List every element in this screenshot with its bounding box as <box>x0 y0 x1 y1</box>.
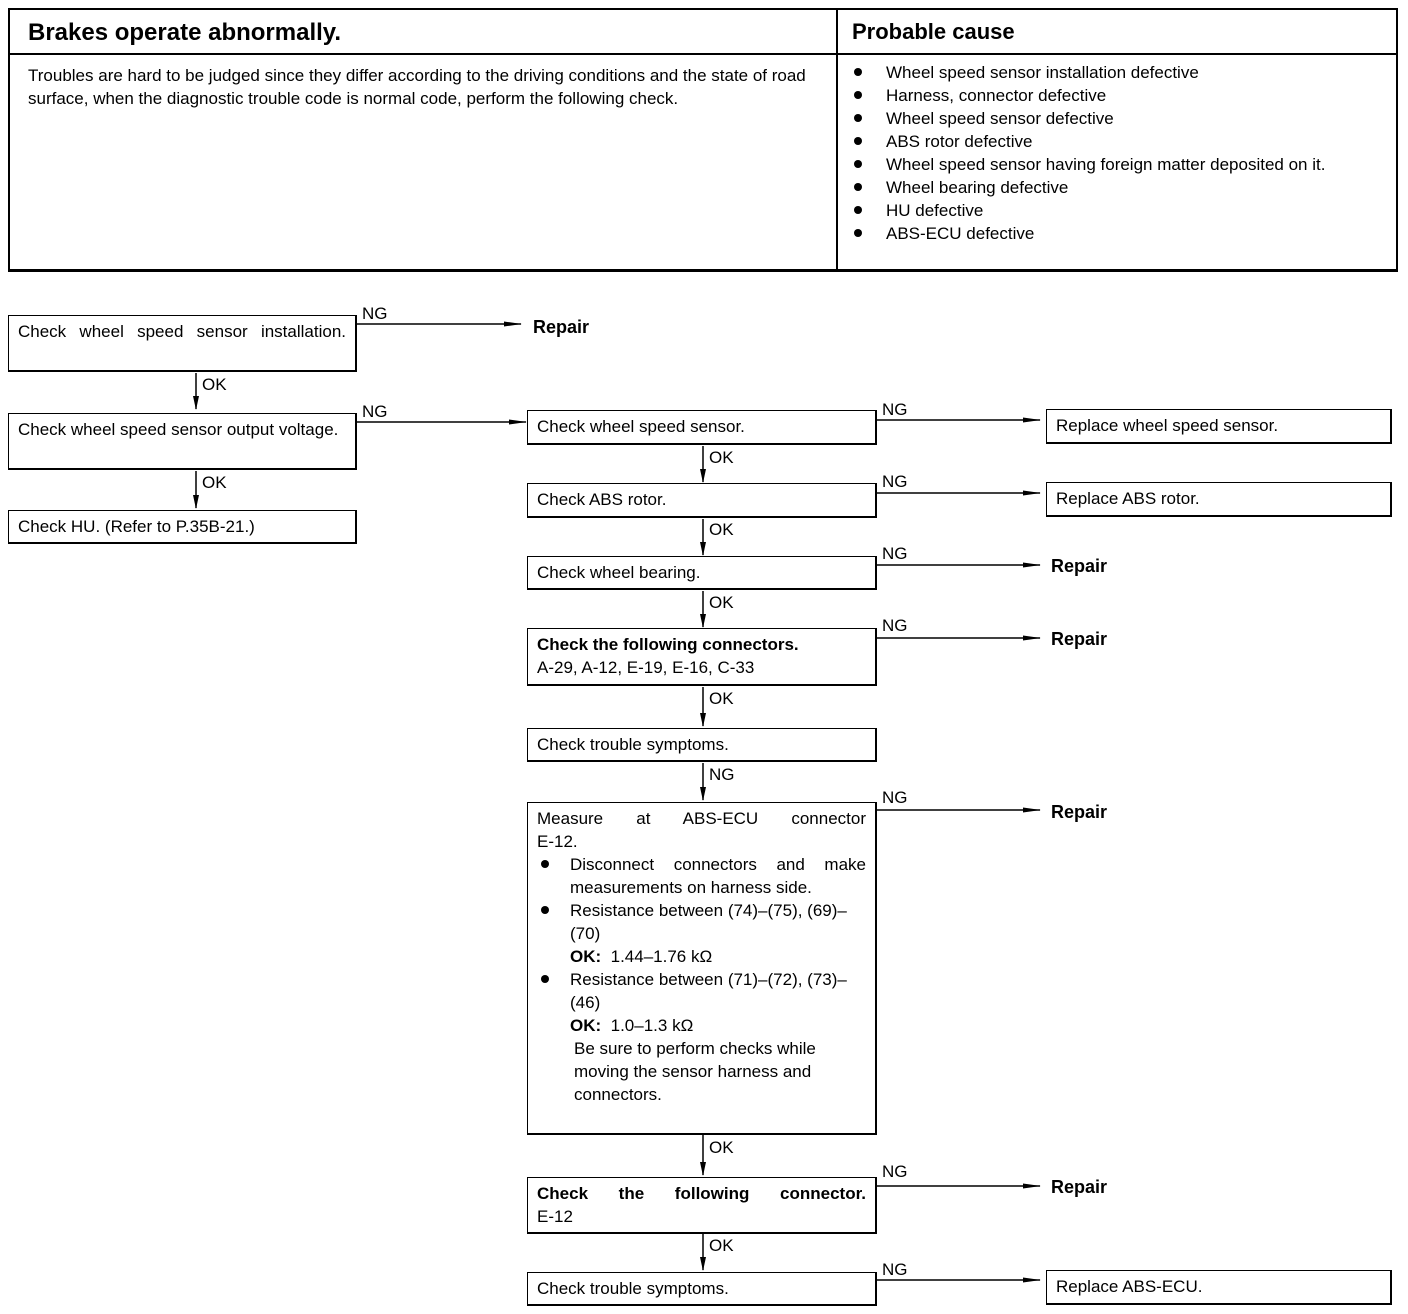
ok-spec: OK: 1.0–1.3 kΩ <box>570 1016 694 1035</box>
connectors-title: Check the following connectors. <box>537 635 799 654</box>
ng-label: NG <box>882 788 908 807</box>
ok-label: OK <box>709 593 734 612</box>
measure-step-text: Disconnect connectors and make measurements on harness side. <box>570 855 866 897</box>
cause-item: ABS-ECU defective <box>850 222 1395 245</box>
trouble-description: Troubles are hard to be judged since they differ according to the driving conditions and the state of road surface, when the diagnostic trouble code is normal code, perform the following check. <box>28 66 806 108</box>
ok-label: OK <box>202 375 227 394</box>
check-connectors-box <box>527 628 877 686</box>
repair-result: Repair <box>1051 556 1108 576</box>
bullet-icon <box>541 975 549 983</box>
measure-connector: E-12. <box>537 832 578 851</box>
cause-item: HU defective <box>850 199 1395 222</box>
ng-label: NG <box>882 544 908 563</box>
ng-label: NG <box>882 616 908 635</box>
ok-label: OK <box>202 473 227 492</box>
trouble-title: Brakes operate abnormally. <box>28 19 342 46</box>
bullet-icon <box>541 906 549 914</box>
cause-item: Wheel speed sensor installation defective <box>850 61 1395 84</box>
measure-step <box>537 853 866 899</box>
ok-label: OK <box>709 689 734 708</box>
measure-box <box>527 802 877 1135</box>
measure-title: Measure at ABS-ECU connector <box>537 809 866 828</box>
connector-title: Check the following connector. <box>537 1184 866 1203</box>
check-symptoms-box: Check trouble symptoms. <box>527 728 877 762</box>
check-symptoms-box: Check trouble symptoms. <box>527 1272 877 1306</box>
ok-spec: OK: 1.44–1.76 kΩ <box>570 947 713 966</box>
repair-result: Repair <box>1051 802 1108 822</box>
cause-item: Wheel bearing defective <box>850 176 1395 199</box>
repair-result: Repair <box>1051 629 1108 649</box>
probable-cause-heading: Probable cause <box>852 19 1015 44</box>
connectors-list: A-29, A-12, E-19, E-16, C-33 <box>537 658 755 677</box>
replace-sensor-box: Replace wheel speed sensor. <box>1046 409 1392 444</box>
check-bearing-box: Check wheel bearing. <box>527 556 877 590</box>
bullet-icon <box>541 860 549 868</box>
cause-item: ABS rotor defective <box>850 130 1395 153</box>
ok-label: OK <box>709 1138 734 1157</box>
check-sensor-box: Check wheel speed sensor. <box>527 410 877 445</box>
replace-rotor-box: Replace ABS rotor. <box>1046 482 1392 517</box>
check-installation-box: Check wheel speed sensor installation. <box>8 315 357 372</box>
ok-label: OK <box>709 448 734 467</box>
ng-label: NG <box>709 765 735 784</box>
measure-step-text: Resistance between (71)–(72), (73)–(46) <box>570 970 847 1012</box>
connector-value: E-12 <box>537 1207 573 1226</box>
check-rotor-box: Check ABS rotor. <box>527 483 877 518</box>
ng-label: NG <box>882 1162 908 1181</box>
cause-item: Wheel speed sensor having foreign matter deposited on it. <box>850 153 1395 176</box>
measure-step <box>537 968 866 1106</box>
ok-label: OK <box>709 1236 734 1255</box>
ng-label: NG <box>882 472 908 491</box>
check-connector-box <box>527 1177 877 1234</box>
measure-step <box>537 899 866 968</box>
repair-result: Repair <box>533 317 590 337</box>
ng-label: NG <box>882 400 908 419</box>
repair-result: Repair <box>1051 1177 1108 1197</box>
ng-label: NG <box>882 1260 908 1279</box>
measure-steps <box>537 853 866 1106</box>
replace-ecu-box: Replace ABS-ECU. <box>1046 1270 1392 1305</box>
check-hu-box: Check HU. (Refer to P.35B-21.) <box>8 510 357 544</box>
check-output-voltage-box: Check wheel speed sensor output voltage. <box>8 413 357 470</box>
ok-label: OK <box>709 520 734 539</box>
ng-label: NG <box>362 402 388 421</box>
measure-note: Be sure to perform checks while moving the sensor harness and connectors. <box>574 1039 816 1104</box>
measure-step-text: Resistance between (74)–(75), (69)–(70) <box>570 901 847 943</box>
cause-item: Wheel speed sensor defective <box>850 107 1395 130</box>
ng-label: NG <box>362 304 388 323</box>
cause-item: Harness, connector defective <box>850 84 1395 107</box>
